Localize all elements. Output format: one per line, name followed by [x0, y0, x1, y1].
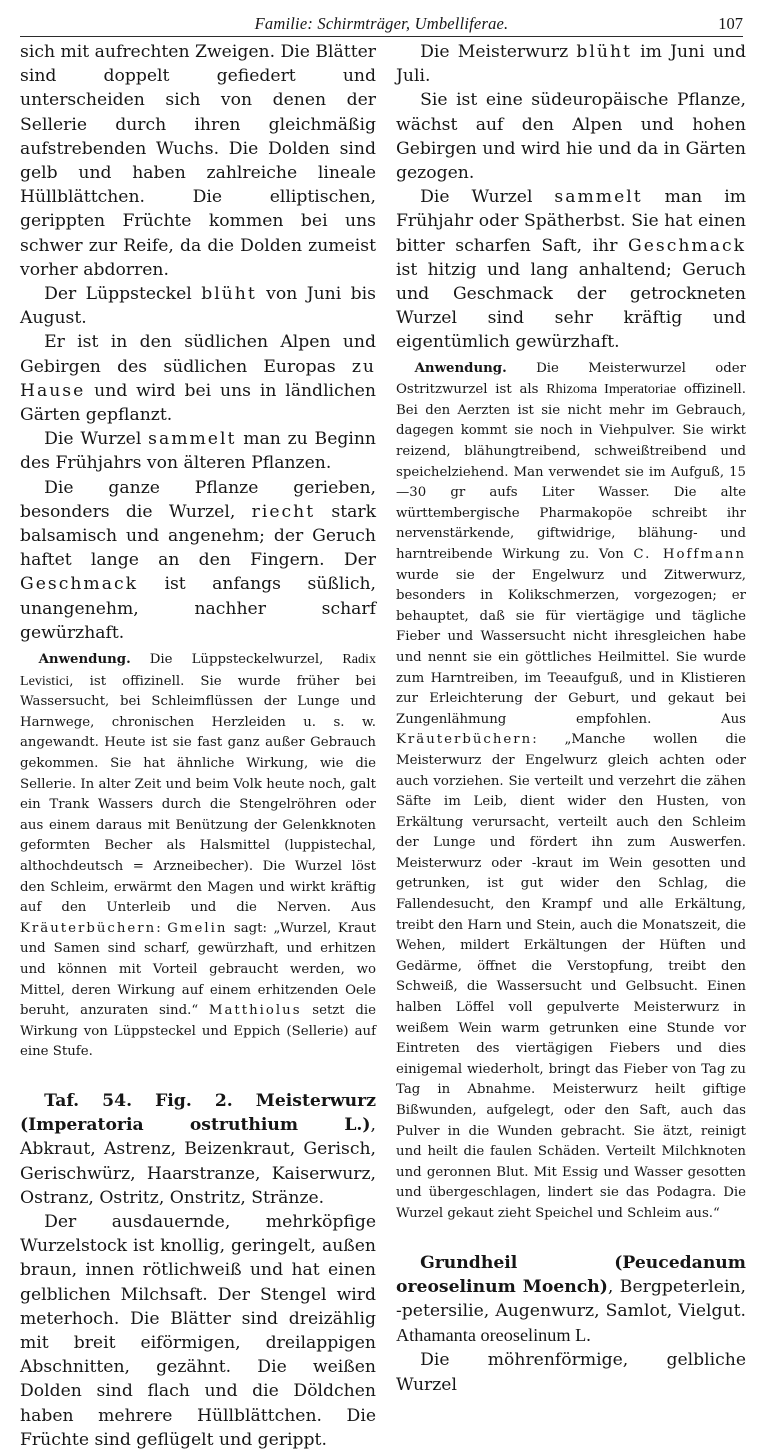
paragraph-lovage-bloom: Der Lüppsteckel blüht von Juni bis August.: [20, 284, 376, 329]
paragraph-lovage-smell: Die ganze Pflanze gerieben, besonders die Wurzel, riecht stark balsamisch und angenehm; der Geruch haftet lange an den Fingern. Der Geschmack ist anfangs süßlich, unangenehm, nachher scharf gewürzhaft.: [20, 477, 377, 643]
paragraph-lovage-habitat: Er ist in den südlichen Alpen und Gebirgen des südlichen Europas zu Hause und wird bei uns in ländlichen Gärten gepflanzt.: [20, 332, 376, 426]
left-column: [20, 40, 376, 1452]
paragraph-meisterwurz-harvest: Die Wurzel sammelt man im Frühjahr oder Spätherbst. Sie hat einen bitter scharfen Saft, ihr Geschmack ist hitzig und lang anhaltend; Geruch und Geschmack der getrockneten Wurzel sind sehr kräftig und eigentümlich gewürzhaft.: [396, 187, 746, 353]
usage-label: Anwendung.: [38, 652, 131, 668]
running-title: Familie: Schirmträger, Umbelliferae.: [254, 14, 509, 33]
paragraph-lovage-usage: Anwendung. Die Lüppsteckelwurzel, Radix Levistici, ist offizinell. Sie wurde früher bei Wassersucht, bei Schleimflüssen der Lunge und Harnwege, chronischen Herzleiden u. s. w. angewandt. Heute ist sie fast ganz außer Gebrauch gekommen. Sie hat ähnliche Wirkung, wie die Sellerie. In alter Zeit und beim Volk heute noch, galt ein Trank Wassers durch die Stengelröhren oder aus einem daraus mit Benützung der Gelenkknoten geformten Becher als Halsmittel (luppistechal, althochdeutsch = Arzneibecher). Die Wurzel löst den Schleim, erwärmt den Magen und wirkt kräftig auf den Unterleib und die Nerven. Aus Kräuterbüchern: Gmelin sagt: „Wurzel, Kraut und Samen sind scharf, gewürzhaft, und erhitzen und können mit Vorteil gebraucht werden, wo Mittel, deren Wirkung auf einem erhitzenden Oele beruht, anzuraten sind.“ Matthiolus setzt die Wirkung von Lüppsteckel und Eppich (Sellerie) auf eine Stufe.: [20, 651, 376, 1060]
paragraph-meisterwurz-usage: Anwendung. Die Meisterwurzel oder Ostritzwurzel ist als Rhizoma Imperatoriae offizinell. Bei den Aerzten ist sie nicht mehr im Gebrauch, dagegen kommt sie noch in Viehpulver. Sie wirkt reizend, blähungtreibend, schweißtreibend und speichelziehend. Man verwendet sie im Aufguß, 15—30 gr aufs Liter Wasser. Die alte württembergische Pharmakopöe schreibt ihr nervenstärkende, giftwidrige, blähung- und harntreibende Wirkung zu. Von C. Hoffmann wurde sie der Engelwurz und Zitwerwurz, besonders in Kolikschmerzen, vorgezogen; er behauptet, daß sie für viertägige und tägliche Fieber und Wassersucht nicht ihresgleichen habe und nennt sie ein göttliches Heilmittel. Sie wurde zum Harntreiben, im Teeaufguß, und in Klistieren zur Erleichterung der Geburt, und gekaut bei Zungenlähmung empfohlen. Aus Kräuterbüchern: „Manche wollen die Meisterwurz der Engelwurz gleich achten oder auch vorziehen. Sie verteilt und verzehrt die zähen Säfte im Leib, dient wider den Husten, von Erkältung verursacht, verteilt auch den Schleim der Lunge und fördert ihn zum Auswerfen. Meisterwurz oder -kraut im Wein gesotten und getrunken, ist gut wider den Schlag, die Fallendesucht, den Krampf und alle Erkältung, treibt den Harn und Stein, auch die Monatszeit, die Wehen, mildert Erkältungen der Hüften und Gedärme, öffnet die Verstopfung, treibt den Schweiß, die Wassersucht und Gelbsucht. Einen halben Löffel voll gepulverte Meisterwurz in weißem Wein warm getrunken eine Stunde vor Eintreten des viertägigen Fiebers und dies einigemal wiederholt, bringt das Fieber von Tag zu Tag in Abnahme. Meisterwurz heilt giftige Bißwunden, aufgelegt, oder den Saft, auch das Pulver in die Wunden gebracht. Sie ätzt, reinigt und heilt die faulen Schäden. Verteilt Milchknoten und geronnen Blut. Mit Essig und Wasser gesotten und übergeschlagen, lindert sie das Podagra. Die Wurzel gekaut zieht Speichel und Schleim aus.“: [396, 360, 747, 1221]
usage-label: Anwendung.: [414, 360, 507, 376]
page-number: 107: [718, 14, 743, 33]
page-header: [20, 10, 743, 37]
paragraph-lovage-harvest: Die Wurzel sammelt man zu Beginn des Frühjahrs von älteren Pflanzen.: [20, 429, 377, 474]
paragraph-meisterwurz-habitat: Sie ist eine südeuropäische Pflanze, wächst auf den Alpen und hohen Gebirgen und wird hie und da in Gärten gezogen.: [396, 90, 746, 184]
paragraph-grundheil-start: Die möhrenförmige, gelbliche Wurzel: [396, 1350, 746, 1395]
paragraph-lovage-description: sich mit aufrechten Zweigen. Die Blätter sind doppelt gefiedert und unterscheiden sich von denen der Sellerie durch ihren gleichmäßig aufstrebenden Wuchs. Die Dolden sind gelb und haben zahlreiche lineale Hüllblättchen. Die elliptischen, gerippten Früchte kommen bei uns schwer zur Reife, da die Dolden zumeist vorher abdorren.: [20, 42, 376, 280]
right-column: [396, 40, 746, 1397]
section-heading-meisterwurz: Taf. 54. Fig. 2. Meisterwurz (Imperatoria ostruthium L.), Abkraut, Astrenz, Beizenkraut, Gerisch, Gerischwürz, Haarstranze, Kaiserwurz, Ostranz, Ostritz, Onstritz, Stränze.: [20, 1090, 376, 1208]
section-heading-grundheil: Grundheil (Peucedanum oreoselinum Moench), Bergpeterlein, -petersilie, Augenwurz, Samlot, Vielgut. Athamanta oreoselinum L.: [396, 1252, 746, 1346]
paragraph-meisterwurz-bloom: Die Meisterwurz blüht im Juni und Juli.: [396, 42, 746, 87]
paragraph-meisterwurz-description: Der ausdauernde, mehrköpfige Wurzelstock ist knollig, geringelt, außen braun, innen rötlichweiß und hat einen gelblichen Milchsaft. Der Stengel wird meterhoch. Die Blätter sind dreizählig mit breit eiförmigen, dreilappigen Abschnitten, gezähnt. Die weißen Dolden sind flach und die Döldchen haben mehrere Hüllblättchen. Die Früchte sind geflügelt und gerippt.: [20, 1211, 376, 1450]
